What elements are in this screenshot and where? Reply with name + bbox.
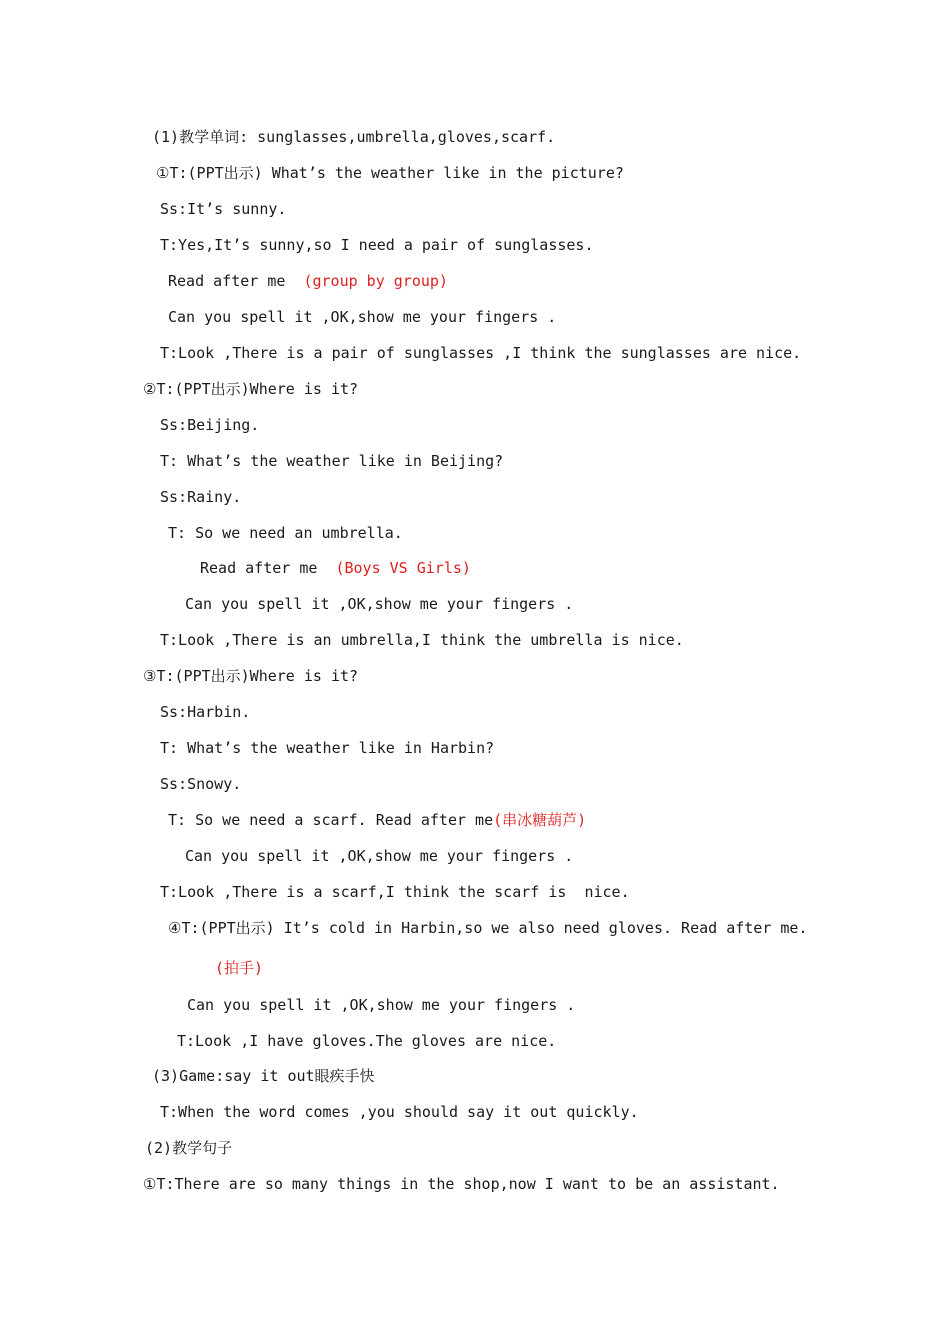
text: T: What’s the weather like in Beijing? [160, 452, 504, 470]
text: ④T:(PPT出示) It’s cold in Harbin,so we also need gloves. Read after me. [168, 919, 808, 937]
text: T:Look ,I have gloves.The gloves are nice. [177, 1032, 557, 1050]
line-22 [160, 882, 630, 902]
line-1 [152, 127, 555, 147]
line-10 [160, 451, 503, 471]
text: T:When the word comes ,you should say it out quickly. [160, 1103, 639, 1121]
line-19 [160, 774, 241, 794]
line-15 [160, 630, 684, 650]
text: Read after me [168, 272, 304, 290]
text: T: What’s the weather like in Harbin? [160, 739, 495, 757]
line-6 [168, 307, 556, 327]
red-note: (group by group) [303, 272, 448, 290]
line-5 [168, 271, 448, 291]
text: ①T:(PPT出示) What’s the weather like in the picture? [156, 164, 624, 182]
line-26 [177, 1031, 556, 1051]
line-14 [185, 594, 573, 614]
text: T:Look ,There is a pair of sunglasses ,I think the sunglasses are nice. [160, 344, 802, 362]
line-18 [160, 738, 494, 758]
line-16 [143, 666, 358, 686]
line-23 [168, 918, 807, 938]
line-21 [185, 846, 573, 866]
line-8 [143, 379, 358, 399]
line-29 [145, 1138, 232, 1158]
line-7 [160, 343, 801, 363]
line-25 [187, 995, 575, 1015]
line-2 [156, 163, 624, 183]
line-17 [160, 702, 250, 722]
line-11 [160, 487, 241, 507]
red-note: (串冰糖葫芦) [493, 811, 587, 829]
text: T: So we need a scarf. Read after me [168, 811, 494, 829]
text: Ss:Snowy. [160, 775, 242, 793]
text: T:Look ,There is an umbrella,I think the umbrella is nice. [160, 631, 684, 649]
line-9 [160, 415, 259, 435]
line-13 [200, 558, 471, 578]
text: ①T:There are so many things in the shop,now I want to be an assistant. [143, 1175, 780, 1193]
line-27 [152, 1066, 375, 1086]
text: Can you spell it ,OK,show me your fingers . [187, 996, 576, 1014]
text: ②T:(PPT出示)Where is it? [143, 380, 359, 398]
line-30 [143, 1174, 780, 1194]
line-4 [160, 235, 593, 255]
text: T:Look ,There is a scarf,I think the scarf is nice. [160, 883, 630, 901]
line-12 [168, 523, 403, 543]
text: T: So we need an umbrella. [168, 524, 403, 542]
text: Ss:Beijing. [160, 416, 260, 434]
text: (1)教学单词: sunglasses,umbrella,gloves,scarf. [152, 128, 556, 146]
red-note: (Boys VS Girls) [335, 559, 471, 577]
text: ③T:(PPT出示)Where is it? [143, 667, 359, 685]
text: Can you spell it ,OK,show me your fingers . [185, 847, 574, 865]
text: Ss:Rainy. [160, 488, 242, 506]
text: T:Yes,It’s sunny,so I need a pair of sunglasses. [160, 236, 594, 254]
text: Ss:Harbin. [160, 703, 251, 721]
text: Read after me [200, 559, 336, 577]
text: Ss:It’s sunny. [160, 200, 287, 218]
line-28 [160, 1102, 639, 1122]
text: (3)Game:say it out眼疾手快 [152, 1067, 375, 1085]
text: Can you spell it ,OK,show me your fingers . [185, 595, 574, 613]
line-3 [160, 199, 286, 219]
text: Can you spell it ,OK,show me your fingers . [168, 308, 557, 326]
line-24 [215, 958, 263, 978]
line-20 [168, 810, 586, 830]
text: (2)教学句子 [145, 1139, 233, 1157]
red-note: (拍手) [215, 959, 264, 977]
